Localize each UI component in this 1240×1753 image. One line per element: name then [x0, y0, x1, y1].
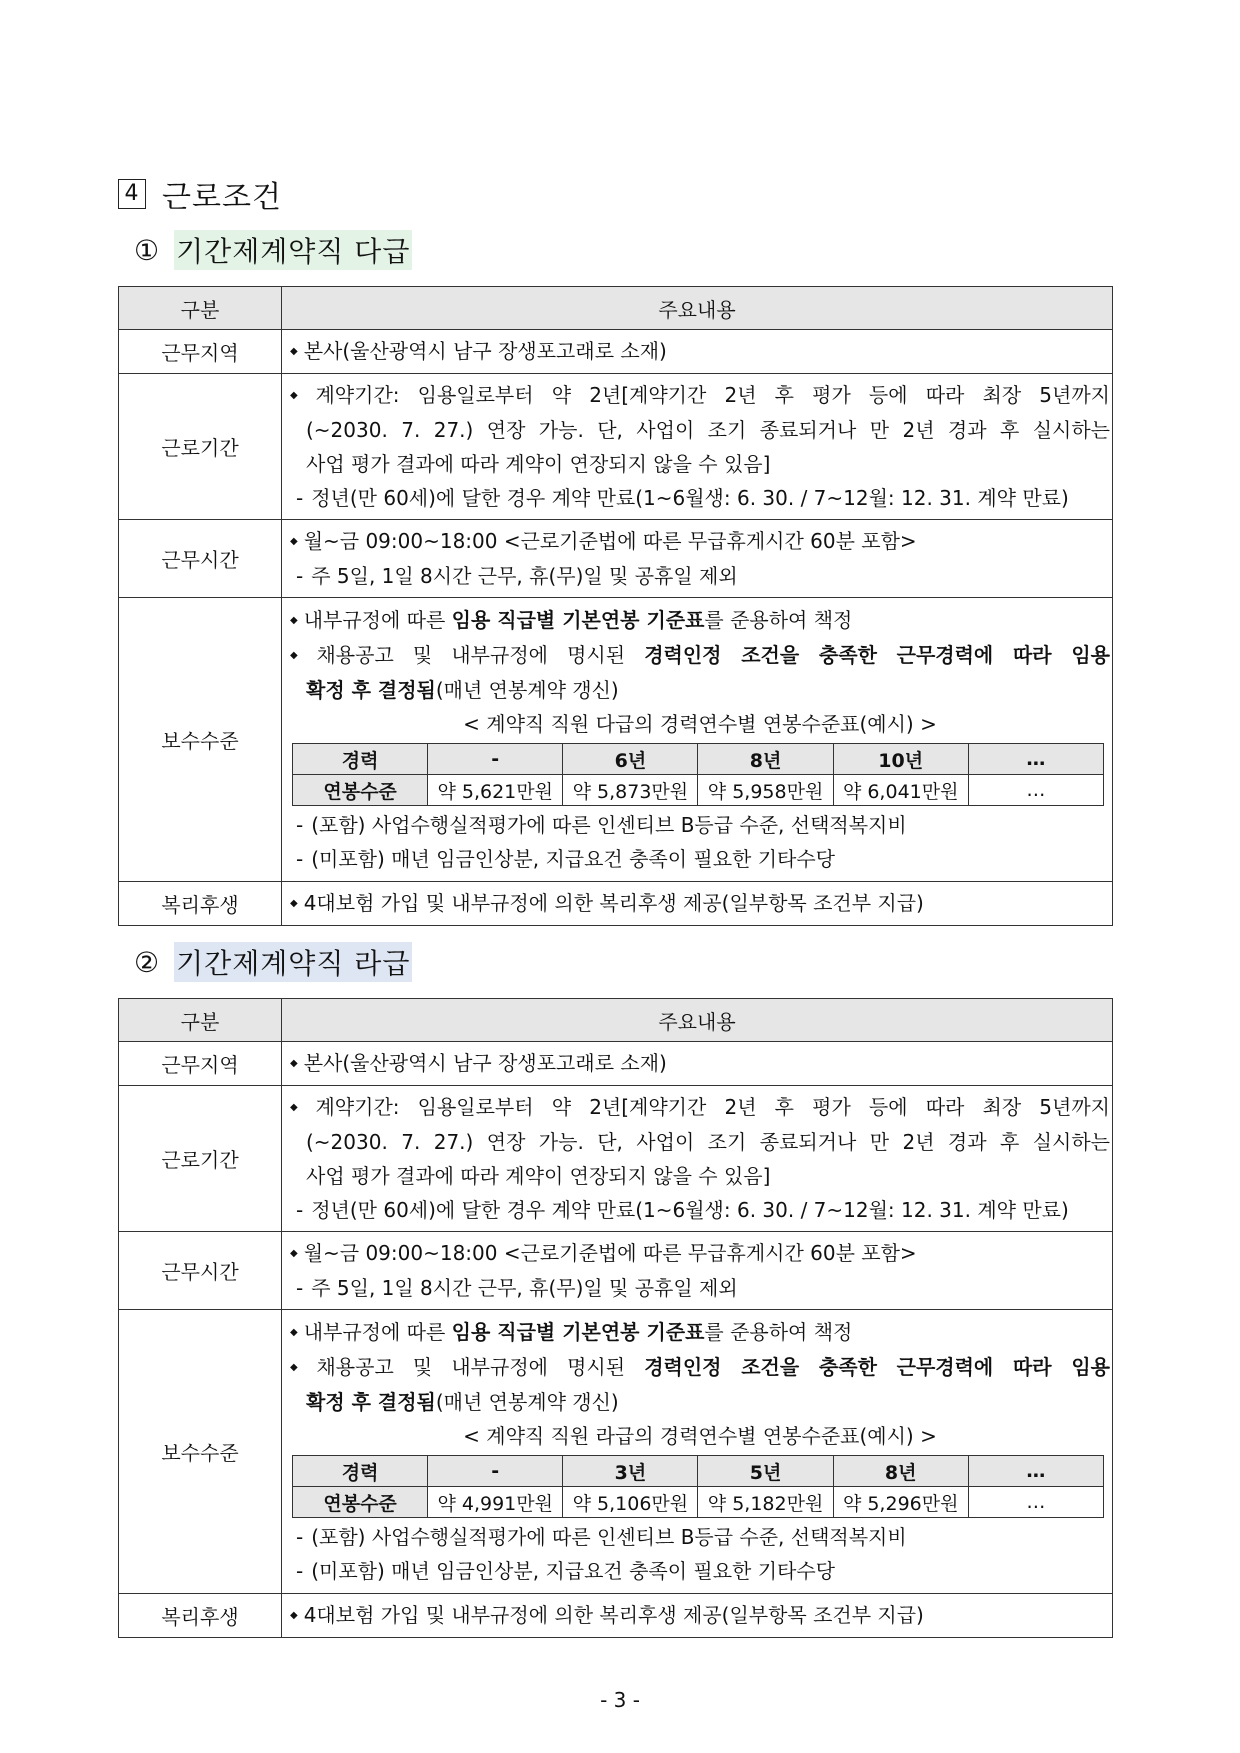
salary-cell: 약 4,991만원 — [428, 1487, 563, 1518]
subsection-title-2 — [134, 942, 412, 982]
salary-cell: - — [428, 744, 563, 775]
pay-text-bold: 임용 직급별 기본연봉 기준표 — [451, 1320, 705, 1344]
row-content: ◆ 본사(울산광역시 남구 장생포고래로 소재) — [282, 330, 1113, 374]
salary-cell: 3년 — [563, 1456, 698, 1487]
table-header-row — [119, 287, 1113, 330]
table-row — [119, 1310, 1113, 1594]
salary-cell: … — [968, 744, 1103, 775]
retirement-note: 정년(만 60세)에 달한 경우 계약 만료(1~6월생: 6. 30. / 7~12월: 12. 31. 계약 만료) — [311, 1198, 1069, 1222]
pay-text: 채용공고 및 내부규정에 명시된 — [316, 643, 645, 667]
salary-table-caption: < 계약직 직원 라급의 경력연수별 연봉수준표(예시) > — [463, 1424, 937, 1448]
header-category: 구분 — [119, 287, 282, 330]
pay-text-bold: 임용 직급별 기본연봉 기준표 — [451, 608, 705, 632]
salary-table — [292, 743, 1104, 806]
pay-text-bold: 확정 후 결정됨 — [306, 1390, 436, 1414]
header-content: 주요내용 — [282, 287, 1113, 330]
row-label: 근무시간 — [119, 1232, 282, 1310]
row-content: ◆ 4대보험 가입 및 내부규정에 의한 복리후생 제공(일부항목 조건부 지급) — [282, 882, 1113, 926]
subsection-title-text: 기간제계약직 다급 — [174, 230, 412, 270]
table-row — [119, 882, 1113, 926]
salary-cell: 약 5,106만원 — [563, 1487, 698, 1518]
contract-line: 계약기간: 임용일로부터 약 2년[계약기간 2년 후 평가 등에 따라 최장 5년까지 — [315, 1095, 1110, 1119]
work-hours-text: 월~금 09:00~18:00 <근로기준법에 따른 무급휴게시간 60분 포함> — [303, 1241, 917, 1265]
salary-cell: 6년 — [563, 744, 698, 775]
row-label: 보수수준 — [119, 598, 282, 882]
salary-cell: … — [968, 1487, 1103, 1518]
salary-cell: 8년 — [698, 744, 833, 775]
circled-number-marker: ② — [134, 945, 161, 979]
table-row — [119, 598, 1113, 882]
table-row — [119, 330, 1113, 374]
work-location-text: 본사(울산광역시 남구 장생포고래로 소재) — [303, 339, 667, 363]
pay-text: 를 준용하여 책정 — [704, 608, 853, 632]
conditions-table-1 — [118, 286, 1113, 926]
salary-value-row — [293, 1487, 1104, 1518]
pay-text: 내부규정에 따른 — [303, 1320, 452, 1344]
salary-value-row — [293, 775, 1104, 806]
row-label: 보수수준 — [119, 1310, 282, 1594]
table-row — [119, 1042, 1113, 1086]
pay-text: (매년 연봉계약 갱신) — [435, 678, 619, 702]
salary-cell: - — [428, 1456, 563, 1487]
work-location-text: 본사(울산광역시 남구 장생포고래로 소재) — [303, 1051, 667, 1075]
work-hours-note: 주 5일, 1일 8시간 근무, 휴(무)일 및 공휴일 제외 — [311, 1276, 738, 1300]
table-row — [119, 1232, 1113, 1310]
table-row — [119, 1086, 1113, 1232]
pay-text-bold: 경력인정 조건을 충족한 근무경력에 따라 임용 — [644, 643, 1110, 667]
salary-header-row — [293, 1456, 1104, 1487]
row-content: ◆ 4대보험 가입 및 내부규정에 의한 복리후생 제공(일부항목 조건부 지급) — [282, 1594, 1113, 1638]
row-content: ◆ 월~금 09:00~18:00 <근로기준법에 따른 무급휴게시간 60분 포함> - 주 5일, 1일 8시간 근무, 휴(무)일 및 공휴일 제외 — [282, 520, 1113, 598]
header-category: 구분 — [119, 999, 282, 1042]
row-content: ◆ 본사(울산광역시 남구 장생포고래로 소재) — [282, 1042, 1113, 1086]
contract-line: 사업 평가 결과에 따라 계약이 연장되지 않을 수 있음] — [306, 1164, 771, 1188]
salary-cell: 약 6,041만원 — [833, 775, 968, 806]
row-label: 근로기간 — [119, 374, 282, 520]
contract-line: (~2030. 7. 27.) 연장 가능. 단, 사업이 조기 종료되거나 만 2년 경과 후 실시하는 — [306, 418, 1110, 442]
salary-cell: 약 5,621만원 — [428, 775, 563, 806]
work-hours-text: 월~금 09:00~18:00 <근로기준법에 따른 무급휴게시간 60분 포함> — [303, 529, 917, 553]
section-number-box: 4 — [118, 179, 146, 209]
section-title-text: 근로조건 — [162, 180, 282, 215]
row-label: 근로기간 — [119, 1086, 282, 1232]
pay-text: 내부규정에 따른 — [303, 608, 452, 632]
pay-note: (포함) 사업수행실적평가에 따른 인센티브 B등급 수준, 선택적복지비 — [311, 813, 907, 837]
welfare-text: 4대보험 가입 및 내부규정에 의한 복리후생 제공(일부항목 조건부 지급) — [303, 891, 924, 915]
pay-text: (매년 연봉계약 갱신) — [435, 1390, 619, 1414]
table-header-row — [119, 999, 1113, 1042]
salary-cell: 경력 — [293, 1456, 428, 1487]
salary-cell: 8년 — [833, 1456, 968, 1487]
row-label: 근무지역 — [119, 1042, 282, 1086]
row-label: 근무지역 — [119, 330, 282, 374]
row-label: 근무시간 — [119, 520, 282, 598]
table-row — [119, 520, 1113, 598]
work-hours-note: 주 5일, 1일 8시간 근무, 휴(무)일 및 공휴일 제외 — [311, 564, 738, 588]
pay-note: (미포함) 매년 임금인상분, 지급요건 충족이 필요한 기타수당 — [311, 1559, 836, 1583]
page-number: - 3 - — [600, 1688, 640, 1712]
conditions-table-2 — [118, 998, 1113, 1638]
table-row — [119, 374, 1113, 520]
section-title — [118, 172, 282, 216]
row-content: ◆ 내부규정에 따른 임용 직급별 기본연봉 기준표를 준용하여 책정 ◆ 채용공고 및 내부규정에 명시된 경력인정 조건을 충족한 근무경력에 따라 임용 확정 후 결정됨(매년 연봉계약 갱신) < 계약직 직원 다급의 경력연수별 연봉수준표(예시) > 경력 - 6년 8년 10년 … 연봉수준 약 5,621만원 약 5,873만원 약 5,958만원 약 6,041만원 … - (포함) 사업수행실적평가에 따른 인센티브 B등급 수준, 선택적복지비 - (미포함) 매년 임금인상분, 지급요건 충족이 필요한 기타수당 — [282, 598, 1113, 882]
salary-header-row — [293, 744, 1104, 775]
pay-text-bold: 확정 후 결정됨 — [306, 678, 436, 702]
row-label: 복리후생 — [119, 882, 282, 926]
salary-cell: 약 5,958만원 — [698, 775, 833, 806]
salary-cell: 10년 — [833, 744, 968, 775]
subsection-title-text: 기간제계약직 라급 — [174, 942, 412, 982]
pay-text: 채용공고 및 내부규정에 명시된 — [316, 1355, 645, 1379]
circled-number-marker: ① — [134, 233, 161, 267]
salary-cell: 약 5,296만원 — [833, 1487, 968, 1518]
row-content: ◆ 계약기간: 임용일로부터 약 2년[계약기간 2년 후 평가 등에 따라 최장 5년까지 (~2030. 7. 27.) 연장 가능. 단, 사업이 조기 종료되거나 만 2년 경과 후 실시하는 사업 평가 결과에 따라 계약이 연장되지 않을 수 있음] - 정년(만 60세)에 달한 경우 계약 만료(1~6월생: 6. 30. / 7~12월: 12. 31. 계약 만료) — [282, 1086, 1113, 1232]
table-row — [119, 1594, 1113, 1638]
pay-text: 를 준용하여 책정 — [704, 1320, 853, 1344]
retirement-note: 정년(만 60세)에 달한 경우 계약 만료(1~6월생: 6. 30. / 7~12월: 12. 31. 계약 만료) — [311, 486, 1069, 510]
contract-line: 사업 평가 결과에 따라 계약이 연장되지 않을 수 있음] — [306, 452, 771, 476]
salary-cell: 약 5,873만원 — [563, 775, 698, 806]
header-content: 주요내용 — [282, 999, 1113, 1042]
salary-cell: 약 5,182만원 — [698, 1487, 833, 1518]
salary-cell: 경력 — [293, 744, 428, 775]
salary-table-caption: < 계약직 직원 다급의 경력연수별 연봉수준표(예시) > — [463, 712, 937, 736]
pay-text-bold: 경력인정 조건을 충족한 근무경력에 따라 임용 — [644, 1355, 1110, 1379]
pay-note: (포함) 사업수행실적평가에 따른 인센티브 B등급 수준, 선택적복지비 — [311, 1525, 907, 1549]
contract-line: (~2030. 7. 27.) 연장 가능. 단, 사업이 조기 종료되거나 만 2년 경과 후 실시하는 — [306, 1130, 1110, 1154]
row-content: ◆ 월~금 09:00~18:00 <근로기준법에 따른 무급휴게시간 60분 포함> - 주 5일, 1일 8시간 근무, 휴(무)일 및 공휴일 제외 — [282, 1232, 1113, 1310]
salary-cell: … — [968, 775, 1103, 806]
salary-cell: 연봉수준 — [293, 775, 428, 806]
salary-table — [292, 1455, 1104, 1518]
row-content: ◆ 내부규정에 따른 임용 직급별 기본연봉 기준표를 준용하여 책정 ◆ 채용공고 및 내부규정에 명시된 경력인정 조건을 충족한 근무경력에 따라 임용 확정 후 결정됨(매년 연봉계약 갱신) < 계약직 직원 라급의 경력연수별 연봉수준표(예시) > 경력 - 3년 5년 8년 … 연봉수준 약 4,991만원 약 5,106만원 약 5,182만원 약 5,296만원 … - (포함) 사업수행실적평가에 따른 인센티브 B등급 수준, 선택적복지비 - (미포함) 매년 임금인상분, 지급요건 충족이 필요한 기타수당 — [282, 1310, 1113, 1594]
row-label: 복리후생 — [119, 1594, 282, 1638]
contract-line: 계약기간: 임용일로부터 약 2년[계약기간 2년 후 평가 등에 따라 최장 5년까지 — [315, 383, 1110, 407]
welfare-text: 4대보험 가입 및 내부규정에 의한 복리후생 제공(일부항목 조건부 지급) — [303, 1603, 924, 1627]
subsection-title-1 — [134, 230, 412, 270]
row-content: ◆ 계약기간: 임용일로부터 약 2년[계약기간 2년 후 평가 등에 따라 최장 5년까지 (~2030. 7. 27.) 연장 가능. 단, 사업이 조기 종료되거나 만 2년 경과 후 실시하는 사업 평가 결과에 따라 계약이 연장되지 않을 수 있음] - 정년(만 60세)에 달한 경우 계약 만료(1~6월생: 6. 30. / 7~12월: 12. 31. 계약 만료) — [282, 374, 1113, 520]
pay-note: (미포함) 매년 임금인상분, 지급요건 충족이 필요한 기타수당 — [311, 847, 836, 871]
salary-cell: 연봉수준 — [293, 1487, 428, 1518]
salary-cell: 5년 — [698, 1456, 833, 1487]
salary-cell: … — [968, 1456, 1103, 1487]
